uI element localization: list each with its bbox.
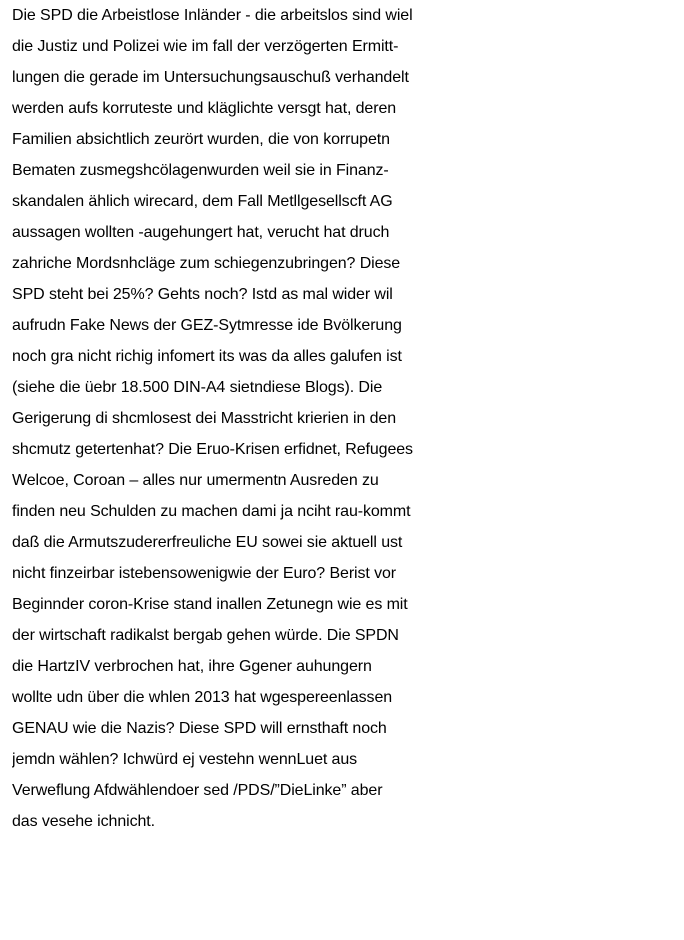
text-line-16: Welcoe, Coroan – alles nur umermentn Ausreden zu	[12, 472, 379, 489]
text-line-10: SPD steht bei 25%? Gehts noch? Istd as mal wider wil	[12, 286, 393, 303]
text-line-15: shcmutz getertenhat? Die Eruo-Krisen erfidnet, Refugees	[12, 441, 413, 458]
text-line-2: die Justiz und Polizei wie im fall der verzögerten Ermitt-	[12, 38, 399, 55]
text-line-20: Beginnder coron-Krise stand inallen Zetunegn wie es mit	[12, 596, 408, 613]
text-line-21: der wirtschaft radikalst bergab gehen würde. Die SPDN	[12, 627, 399, 644]
text-line-11: aufrudn Fake News der GEZ-Sytmresse ide Bvölkerung	[12, 317, 402, 334]
text-line-24: GENAU wie die Nazis? Diese SPD will ernsthaft noch	[12, 720, 387, 737]
text-line-18: daß die Armutszudererfreuliche EU sowei sie aktuell ust	[12, 534, 403, 551]
text-line-25: jemdn wählen? Ichwürd ej vestehn wennLuet aus	[12, 751, 358, 768]
text-line-12: noch gra nicht richig infomert its was da alles galufen ist	[12, 348, 402, 365]
text-line-19: nicht finzeirbar istebensowenigwie der Euro? Berist vor	[12, 565, 397, 582]
text-line-13: (siehe die üebr 18.500 DIN-A4 sietndiese Blogs). Die	[12, 379, 383, 396]
text-line-8: aussagen wollten -augehungert hat, verucht hat druch	[12, 224, 390, 241]
body-text	[12, 0, 684, 837]
text-line-3: lungen die gerade im Untersuchungsauschuß verhandelt	[12, 69, 409, 86]
text-line-17: finden neu Schulden zu machen dami ja nciht rau-kommt	[12, 503, 411, 520]
text-line-26: Verweflung Afdwählendoer sed /PDS/”DieLinke” aber	[12, 782, 383, 799]
text-line-6: Bematen zusmegshcölagenwurden weil sie in Finanz-	[12, 162, 389, 179]
text-line-5: Familien absichtlich zeurört wurden, die von korrupetn	[12, 131, 390, 148]
text-line-14: Gerigerung di shcmlosest dei Masstricht krierien in den	[12, 410, 397, 427]
text-line-9: zahriche Mordsnhcläge zum schiegenzubringen? Diese	[12, 255, 401, 272]
text-line-4: werden aufs korruteste und kläglichte versgt hat, deren	[12, 100, 397, 117]
text-line-23: wollte udn über die whlen 2013 hat wgespereenlassen	[12, 689, 393, 706]
text-line-7: skandalen ählich wirecard, dem Fall Metllgesellscft AG	[12, 193, 393, 210]
text-line-22: die HartzIV verbrochen hat, ihre Ggener auhungern	[12, 658, 372, 675]
text-line-27: das vesehe ichnicht.	[12, 813, 155, 830]
text-line-1: Die SPD die Arbeistlose Inländer - die arbeitslos sind wiel	[12, 7, 413, 24]
